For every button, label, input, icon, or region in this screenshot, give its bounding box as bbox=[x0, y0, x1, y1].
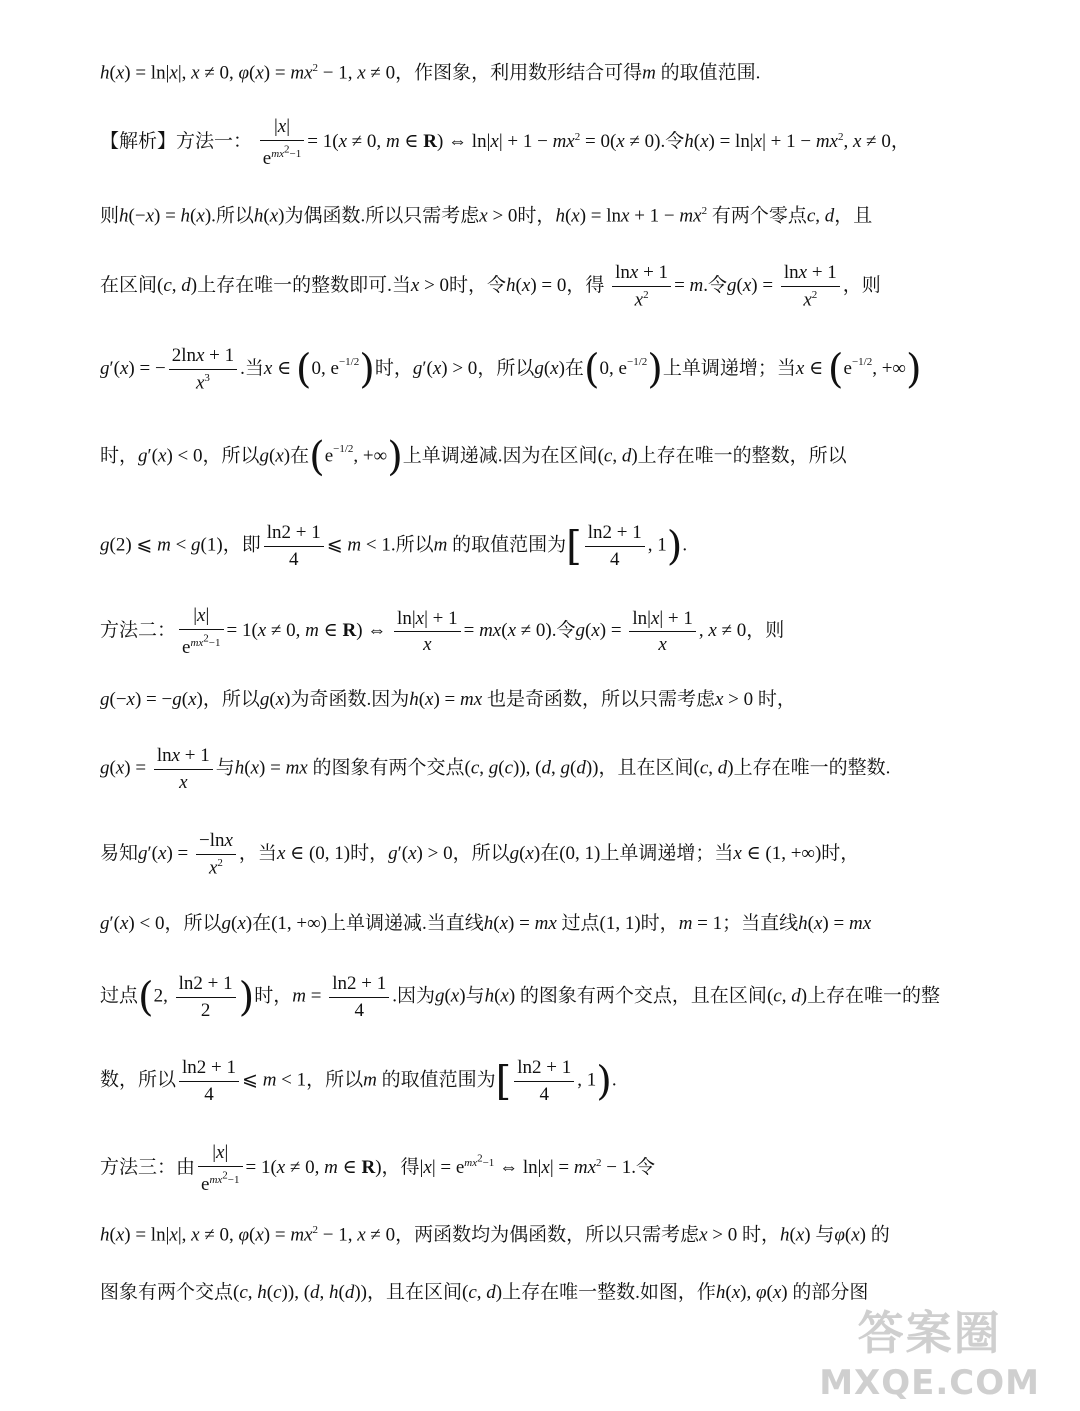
text-line-3: 则h(−x) = h(x).所以h(x)为偶函数.所以只需考虑x > 0时，$h(x) = \ln x + 1 - mx^2$ 有两个零点c, d，且 bbox=[100, 205, 873, 227]
text-line-4: 在区间(c, d)上存在唯一的整数即可.当x > 0时，令h(x) = 0，得 $\frac{\ln x + 1}{x^2}$ = m.令g(x) = $\frac{\ln x + 1}{x^2}$ ，则 bbox=[100, 262, 881, 311]
text-line-7: g(2) ⩽ m < g(1)，即 $\frac{\ln 2 + 1}{4}$ ⩽ m < 1.所以m 的取值范围为[ $\frac{\ln 2 + 1}{4}$ , 1). bbox=[100, 522, 688, 570]
watermark-logo: 答案圈 bbox=[857, 1306, 1002, 1360]
text-line-9: g(−x) = −g(x)，所以g(x)为奇函数.因为h(x) = mx 也是奇函数，所以只需考虑x > 0 时， bbox=[100, 689, 796, 710]
text-line-2: 【解析】方法一： $\frac{|x|}{e^{mx^2-1}}$ = 1(x ≠ 0, m ∈ R) ⇔ $\ln|x| + 1 - mx^2 = 0(x \ne 0)$.令$h(x) = \ln|x| + 1 - mx^2$, x ≠ 0， bbox=[100, 116, 910, 169]
text-line-15: 方法三：由 $\frac{|x|}{e^{mx^2-1}}$ = 1(x ≠ 0, m ∈ R)，得$|x| = e^{mx^2-1}$ ⇔ $\ln|x| = mx^2 - 1$.令 bbox=[100, 1142, 656, 1195]
text-line-16: h(x) = ln|x|, x ≠ 0, $\varphi(x) = mx^2 - 1$, x ≠ 0，两函数均为偶函数，所以只需考虑x > 0 时，h(x) 与φ(x) 的 bbox=[100, 1224, 890, 1246]
text-line-5: g′(x) = − $\frac{2\ln x + 1}{x^3}$ .当x ∈ (0, $e^{-1/2}$)时，g′(x) > 0，所以g(x)在(0, $e^{-1/2}$)上单调递增；当x ∈ ($e^{-1/2}$, +∞) bbox=[100, 345, 922, 394]
watermark bbox=[819, 1297, 1040, 1403]
watermark-url: MXQE.COM bbox=[819, 1363, 1040, 1403]
text-line-11: 易知g′(x) = $\frac{-\ln x}{x^2}$ ，当x ∈ (0, 1)时，g′(x) > 0，所以g(x)在(0, 1)上单调递增；当x ∈ (1, +∞)时， bbox=[100, 830, 860, 879]
text-line-10: g(x) = $\frac{\ln x + 1}{x}$ 与h(x) = mx 的图象有两个交点(c, g(c)), (d, g(d))，且在区间(c, d)上存在唯一的整数. bbox=[100, 745, 891, 793]
text-line-8: 方法二： $\frac{|x|}{e^{mx^2-1}}$ = 1(x ≠ 0, m ∈ R) ⇔ $\frac{\ln|x| + 1}{x}$ = mx(x ≠ 0).令g(x) = $\frac{\ln|x| + 1}{x}$ , x ≠ 0，则 bbox=[100, 605, 785, 658]
text-line-17: 图象有两个交点(c, h(c)), (d, h(d))，且在区间(c, d)上存在唯一整数.如图，作h(x), φ(x) 的部分图 bbox=[100, 1282, 869, 1303]
jiexi-label: 【解析】 bbox=[100, 130, 177, 153]
text-line-13: 过点(2, $\frac{\ln 2 + 1}{2}$ )时，m = $\frac{\ln 2 + 1}{4}$ .因为g(x)与h(x) 的图象有两个交点，且在区间(c, d)上存在唯一的整 bbox=[100, 973, 941, 1021]
text-line-14: 数，所以 $\frac{\ln 2 + 1}{4}$ ⩽ m < 1，所以m 的取值范围为[ $\frac{\ln 2 + 1}{4}$ , 1). bbox=[100, 1057, 617, 1105]
text-line-1: h(x) = ln|x|, x ≠ 0, $\varphi(x) = mx^2 - 1$, x ≠ 0，作图象，利用数形结合可得m 的取值范围. bbox=[100, 62, 761, 84]
text-line-6: 时，g′(x) < 0，所以g(x)在($e^{-1/2}$, +∞)上单调递减.因为在区间(c, d)上存在唯一的整数，所以 bbox=[100, 434, 847, 480]
text-line-12: g′(x) < 0，所以g(x)在(1, +∞)上单调递减.当直线h(x) = mx 过点(1, 1)时，m = 1；当直线h(x) = mx bbox=[100, 913, 872, 934]
